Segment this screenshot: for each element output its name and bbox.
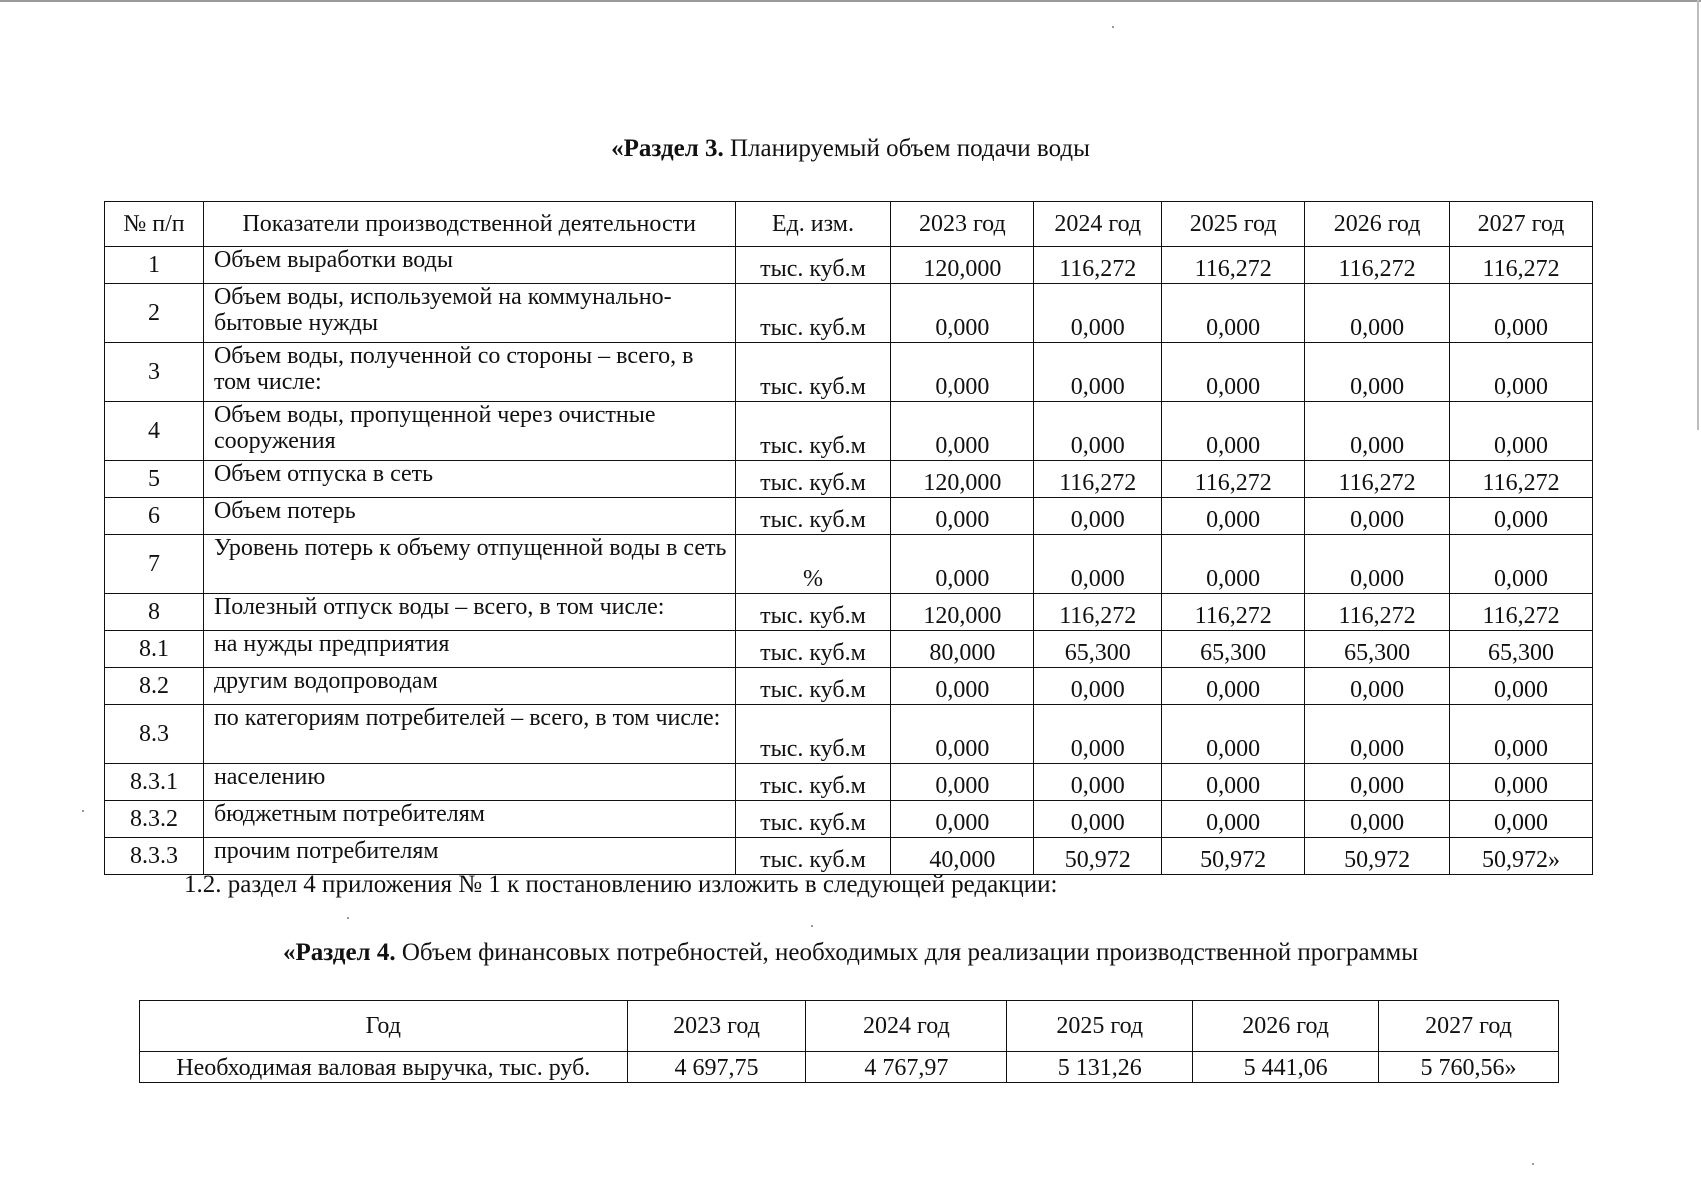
table-row (105, 402, 1593, 461)
row-value-2026: 65,300 (1305, 631, 1450, 668)
row-value-2027: 0,000 (1450, 764, 1593, 801)
water-supply-table (104, 201, 1593, 875)
row-indicator-name: населению (203, 764, 735, 801)
finance-table-header-row (140, 1001, 1559, 1052)
row-unit: тыс. куб.м (735, 247, 891, 284)
header-2024: 2024 год (1034, 202, 1162, 247)
row-value-2026: 0,000 (1305, 764, 1450, 801)
row-unit: тыс. куб.м (735, 461, 891, 498)
row-indicator-name: Объем воды, полученной со стороны – всего, в том числе: (203, 343, 735, 402)
row-unit: тыс. куб.м (735, 801, 891, 838)
table-row (105, 498, 1593, 535)
row-value-2024: 0,000 (1034, 764, 1162, 801)
row-value-2023: 120,000 (891, 461, 1034, 498)
table-row (105, 594, 1593, 631)
row-value-2026: 50,972 (1305, 838, 1450, 875)
row-value-2023: 0,000 (891, 498, 1034, 535)
finance-row-gross-revenue (140, 1052, 1559, 1083)
row-value-2027: 0,000 (1450, 705, 1593, 764)
row-indicator-name: по категориям потребителей – всего, в том числе: (203, 705, 735, 764)
row-number: 2 (105, 284, 204, 343)
row-value-2025: 116,272 (1162, 594, 1305, 631)
row-value-2023: 0,000 (891, 668, 1034, 705)
row-indicator-name: Объем потерь (203, 498, 735, 535)
row-value-2026: 0,000 (1305, 284, 1450, 343)
financial-needs-table (139, 1000, 1559, 1083)
section3-title-prefix: «Раздел 3. (611, 135, 724, 162)
table-row (105, 764, 1593, 801)
row-value-2024: 65,300 (1034, 631, 1162, 668)
row-unit: тыс. куб.м (735, 594, 891, 631)
row-value-2025: 0,000 (1162, 535, 1305, 594)
table-row (105, 247, 1593, 284)
row-value-2026: 0,000 (1305, 343, 1450, 402)
header-indicator: Показатели производственной деятельности (203, 202, 735, 247)
scan-speck (811, 925, 813, 927)
row-value-2026: 116,272 (1305, 594, 1450, 631)
row-indicator-name: на нужды предприятия (203, 631, 735, 668)
row-value-2025: 116,272 (1162, 461, 1305, 498)
row-unit: тыс. куб.м (735, 343, 891, 402)
finance-value-2024: 4 767,97 (806, 1052, 1007, 1083)
row-value-2026: 116,272 (1305, 247, 1450, 284)
finance-value-2023: 4 697,75 (627, 1052, 806, 1083)
row-value-2026: 0,000 (1305, 498, 1450, 535)
row-number: 3 (105, 343, 204, 402)
row-value-2023: 0,000 (891, 284, 1034, 343)
row-number: 8.2 (105, 668, 204, 705)
finance-header-year: Год (140, 1001, 628, 1052)
row-value-2025: 65,300 (1162, 631, 1305, 668)
header-unit: Ед. изм. (735, 202, 891, 247)
row-unit: тыс. куб.м (735, 764, 891, 801)
row-value-2023: 120,000 (891, 247, 1034, 284)
row-value-2025: 116,272 (1162, 247, 1305, 284)
row-indicator-name: бюджетным потребителям (203, 801, 735, 838)
row-indicator-name: Уровень потерь к объему отпущенной воды в сеть (203, 535, 735, 594)
row-value-2026: 0,000 (1305, 668, 1450, 705)
table-row (105, 801, 1593, 838)
scan-speck (82, 810, 84, 812)
row-value-2024: 0,000 (1034, 535, 1162, 594)
finance-header-2026: 2026 год (1193, 1001, 1379, 1052)
row-indicator-name: Объем отпуска в сеть (203, 461, 735, 498)
row-value-2024: 0,000 (1034, 668, 1162, 705)
row-value-2026: 0,000 (1305, 705, 1450, 764)
row-value-2027: 65,300 (1450, 631, 1593, 668)
finance-value-2025: 5 131,26 (1007, 1052, 1193, 1083)
row-value-2023: 0,000 (891, 535, 1034, 594)
row-value-2027: 116,272 (1450, 461, 1593, 498)
row-value-2024: 0,000 (1034, 284, 1162, 343)
paragraph-1-2: 1.2. раздел 4 приложения № 1 к постановлению изложить в следующей редакции: (184, 871, 1058, 898)
row-number: 4 (105, 402, 204, 461)
section4-title (0, 938, 1701, 968)
row-unit: тыс. куб.м (735, 705, 891, 764)
scan-right-edge (1697, 0, 1699, 430)
row-value-2026: 0,000 (1305, 801, 1450, 838)
row-unit: тыс. куб.м (735, 498, 891, 535)
header-2026: 2026 год (1305, 202, 1450, 247)
row-value-2025: 0,000 (1162, 343, 1305, 402)
scan-top-edge (0, 0, 1701, 2)
row-unit: % (735, 535, 891, 594)
row-value-2023: 40,000 (891, 838, 1034, 875)
finance-header-2027: 2027 год (1379, 1001, 1559, 1052)
row-value-2024: 116,272 (1034, 461, 1162, 498)
row-indicator-name: Полезный отпуск воды – всего, в том числе: (203, 594, 735, 631)
table-row (105, 838, 1593, 875)
row-value-2026: 116,272 (1305, 461, 1450, 498)
row-value-2027: 116,272 (1450, 247, 1593, 284)
section3-title-text: Планируемый объем подачи воды (723, 135, 1090, 162)
section4-title-prefix: «Раздел 4. (282, 939, 396, 966)
row-value-2027: 0,000 (1450, 668, 1593, 705)
row-value-2024: 0,000 (1034, 705, 1162, 764)
table-row (105, 284, 1593, 343)
row-value-2024: 50,972 (1034, 838, 1162, 875)
header-2027: 2027 год (1450, 202, 1593, 247)
row-number: 5 (105, 461, 204, 498)
row-value-2025: 0,000 (1162, 402, 1305, 461)
row-value-2027: 0,000 (1450, 801, 1593, 838)
finance-value-2026: 5 441,06 (1193, 1052, 1379, 1083)
row-value-2024: 0,000 (1034, 343, 1162, 402)
row-value-2027: 0,000 (1450, 498, 1593, 535)
row-number: 8.1 (105, 631, 204, 668)
row-value-2024: 0,000 (1034, 402, 1162, 461)
row-indicator-name: Объем воды, используемой на коммунально-бытовые нужды (203, 284, 735, 343)
section4-title-text: Объем финансовых потребностей, необходимых для реализации производственной программы (395, 939, 1419, 966)
row-number: 8.3.3 (105, 838, 204, 875)
water-table-header-row (105, 202, 1593, 247)
row-indicator-name: другим водопроводам (203, 668, 735, 705)
row-value-2023: 0,000 (891, 705, 1034, 764)
row-value-2025: 0,000 (1162, 668, 1305, 705)
table-row (105, 631, 1593, 668)
row-value-2025: 0,000 (1162, 764, 1305, 801)
row-value-2023: 0,000 (891, 764, 1034, 801)
table-row (105, 668, 1593, 705)
row-number: 8.3.2 (105, 801, 204, 838)
table-row (105, 343, 1593, 402)
row-value-2026: 0,000 (1305, 535, 1450, 594)
row-value-2023: 120,000 (891, 594, 1034, 631)
row-unit: тыс. куб.м (735, 284, 891, 343)
row-number: 8 (105, 594, 204, 631)
row-value-2025: 0,000 (1162, 801, 1305, 838)
row-unit: тыс. куб.м (735, 838, 891, 875)
header-no: № п/п (105, 202, 204, 247)
finance-row-label: Необходимая валовая выручка, тыс. руб. (140, 1052, 628, 1083)
row-value-2023: 0,000 (891, 402, 1034, 461)
row-number: 6 (105, 498, 204, 535)
row-value-2026: 0,000 (1305, 402, 1450, 461)
row-value-2024: 0,000 (1034, 801, 1162, 838)
finance-header-2025: 2025 год (1007, 1001, 1193, 1052)
row-value-2024: 116,272 (1034, 247, 1162, 284)
header-2023: 2023 год (891, 202, 1034, 247)
row-value-2025: 0,000 (1162, 284, 1305, 343)
row-value-2027: 0,000 (1450, 343, 1593, 402)
row-value-2024: 116,272 (1034, 594, 1162, 631)
finance-value-2027: 5 760,56» (1379, 1052, 1559, 1083)
row-indicator-name: прочим потребителям (203, 838, 735, 875)
row-value-2023: 0,000 (891, 801, 1034, 838)
row-number: 1 (105, 247, 204, 284)
row-number: 8.3.1 (105, 764, 204, 801)
table-row (105, 461, 1593, 498)
row-value-2027: 116,272 (1450, 594, 1593, 631)
row-value-2025: 0,000 (1162, 705, 1305, 764)
section3-title (0, 134, 1701, 164)
row-value-2025: 0,000 (1162, 498, 1305, 535)
scan-speck (1532, 1163, 1534, 1165)
finance-header-2024: 2024 год (806, 1001, 1007, 1052)
header-2025: 2025 год (1162, 202, 1305, 247)
row-value-2023: 0,000 (891, 343, 1034, 402)
row-value-2027: 0,000 (1450, 535, 1593, 594)
row-unit: тыс. куб.м (735, 402, 891, 461)
row-value-2027: 0,000 (1450, 402, 1593, 461)
row-value-2024: 0,000 (1034, 498, 1162, 535)
row-value-2025: 50,972 (1162, 838, 1305, 875)
row-unit: тыс. куб.м (735, 668, 891, 705)
row-indicator-name: Объем выработки воды (203, 247, 735, 284)
row-unit: тыс. куб.м (735, 631, 891, 668)
scan-speck (1112, 26, 1114, 28)
row-indicator-name: Объем воды, пропущенной через очистные сооружения (203, 402, 735, 461)
scan-speck (347, 917, 349, 919)
finance-header-2023: 2023 год (627, 1001, 806, 1052)
row-number: 7 (105, 535, 204, 594)
row-value-2027: 50,972» (1450, 838, 1593, 875)
row-value-2023: 80,000 (891, 631, 1034, 668)
row-number: 8.3 (105, 705, 204, 764)
table-row (105, 705, 1593, 764)
row-value-2027: 0,000 (1450, 284, 1593, 343)
table-row (105, 535, 1593, 594)
